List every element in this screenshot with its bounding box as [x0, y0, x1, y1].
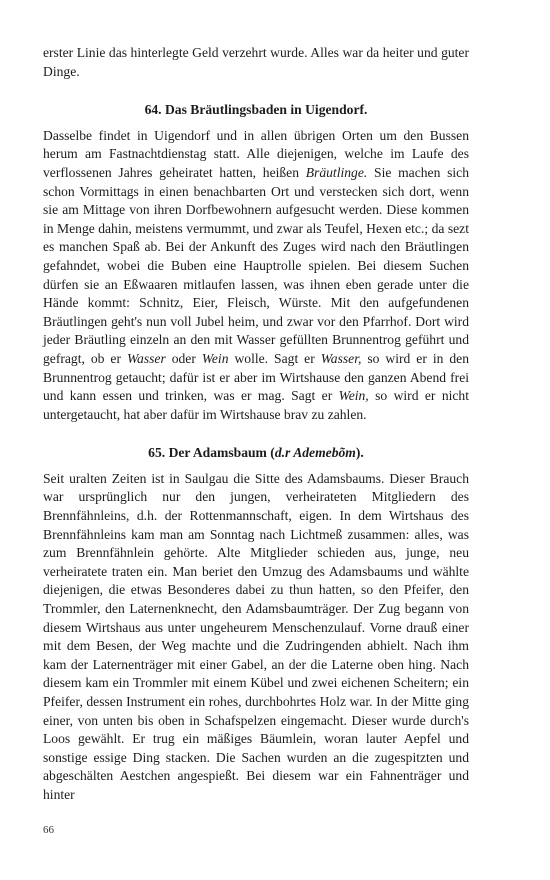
section-64-text-3: wolle. Sagt er — [228, 350, 321, 366]
section-64-emphasis-wasser: Wasser — [126, 350, 166, 366]
section-64-paragraph — [43, 127, 469, 425]
section-64-text-1: Dasselbe findet in Uigendorf und in allen übrigen Orten um den Bussen herum am Fastnachtdienstag statt. Alle diejenigen, welche im Laufe des verflossenen Jahres geheiratet hatten, heißen — [43, 127, 469, 180]
section-65-heading-text: 65. Der Adamsbaum ( — [148, 445, 275, 461]
section-65-paragraph: Seit uralten Zeiten ist in Saulgau die Sitte des Adamsbaums. Dieser Brauch war ursprünglich nur den jungen, verheirateten Mitgliedern des Brennfähnleins, d.h. der Rottenmannschaft, eigen. In dem Wirtshaus des Brennfähnleins kam man am Sonntag nach Lichtmeß zusammen: alles, was zum Brennfähnlein gehörte. Alte Mitglieder schieden aus, junge, neu verheiratete traten ein. Man beriet den Umzug des Adamsbaums und wählte diejenigen, die etwas Besonderes dabei zu thun hatten, so den Pfeifer, den Trommler, den Laternenknecht, den Adamsbaumträger. Der Zug begann von diesem Wirtshaus aus unter ungeheurem Menschenzulauf. Vorne drauß einer mit dem Besen, der Weg machte und die Zudringenden abhielt. Nach ihm kam der Laternenträger mit einer Gabel, an der die Laterne oben hing. Nach diesem kam ein Trommler mit einem Kübel und zwei eichenen Scheitern; ein Pfeifer, dessen Instrument ein rohes, durchbohrtes Holz war. In der Mitte ging einer, von unten bis oben in Schafspelzen eingemacht. Dieser wurde durch's Loos gewählt. Er trug ein mäßiges Bäumlein, woran lauter Aepfel und sonstige essige Ding stacken. Die Sachen wurden an die zugespitzten und abgeschälten Aestchen angespießt. Bei diesem war ein Fahnenträger und hinter — [43, 470, 469, 802]
page-number: 66 — [43, 824, 54, 836]
section-65-heading-dialect: d.r Ademebõm — [274, 445, 356, 461]
section-64-emphasis-braeutlinge: Bräutlinge. — [305, 164, 368, 180]
section-65-heading — [43, 444, 469, 463]
intro-paragraph: erster Linie das hinterlegte Geld verzehrt wurde. Alles war da heiter und guter Dinge. — [43, 45, 469, 79]
section-64-text-oder: oder — [165, 350, 202, 366]
section-64-emphasis-wein: Wein — [201, 350, 229, 366]
section-64-text-4: so wird er in den Brunnentrog getaucht; dafür ist er aber im Wirtshause den ganzen Abend frei und kann essen und trinken, was er mag. Sagt er — [43, 350, 469, 404]
section-64-heading: 64. Das Bräutlingsbaden in Uigendorf. — [144, 102, 368, 118]
section-64-emphasis-wein-2: Wein, — [338, 388, 369, 404]
section-64-emphasis-wasser-2: Wasser, — [320, 350, 362, 366]
section-64-text-5: so wird er nicht untergetaucht, hat aber dafür im Wirtshause brav zu zahlen. — [43, 388, 469, 422]
section-65-heading-end: ). — [355, 445, 364, 461]
section-64-text-2: Sie machen sich schon Vormittags in einen benachbarten Ort und verstecken sich dort, wenn sie am Mittage von ihren Dorfbewohnern aufgesucht werden. Diese kommen in Menge dahin, meistens vermummt, und zwar als Teufel, Hexen etc.; da sezt es manchen Spaß ab. Bei der Ankunft des Zuges wird nach den Bräutlingen gefahndet, wobei die Buben eine Hauptrolle spielen. Bei diesem Suchen dürfen sie an Eßwaaren mitlaufen lassen, was ihnen eben gerade unter die Hände kommt: Schnitz, Eier, Fleisch, Würste. Mit den aufgefundenen Bräutlingen geht's nun voll Jubel heim, und zwar vor den Pfarrhof. Dort wird jeder Bräutling einzeln an den mit Wasser gefüllten Brunnentrog geführt und gefragt, ob er — [43, 164, 469, 366]
page-body — [43, 44, 469, 805]
